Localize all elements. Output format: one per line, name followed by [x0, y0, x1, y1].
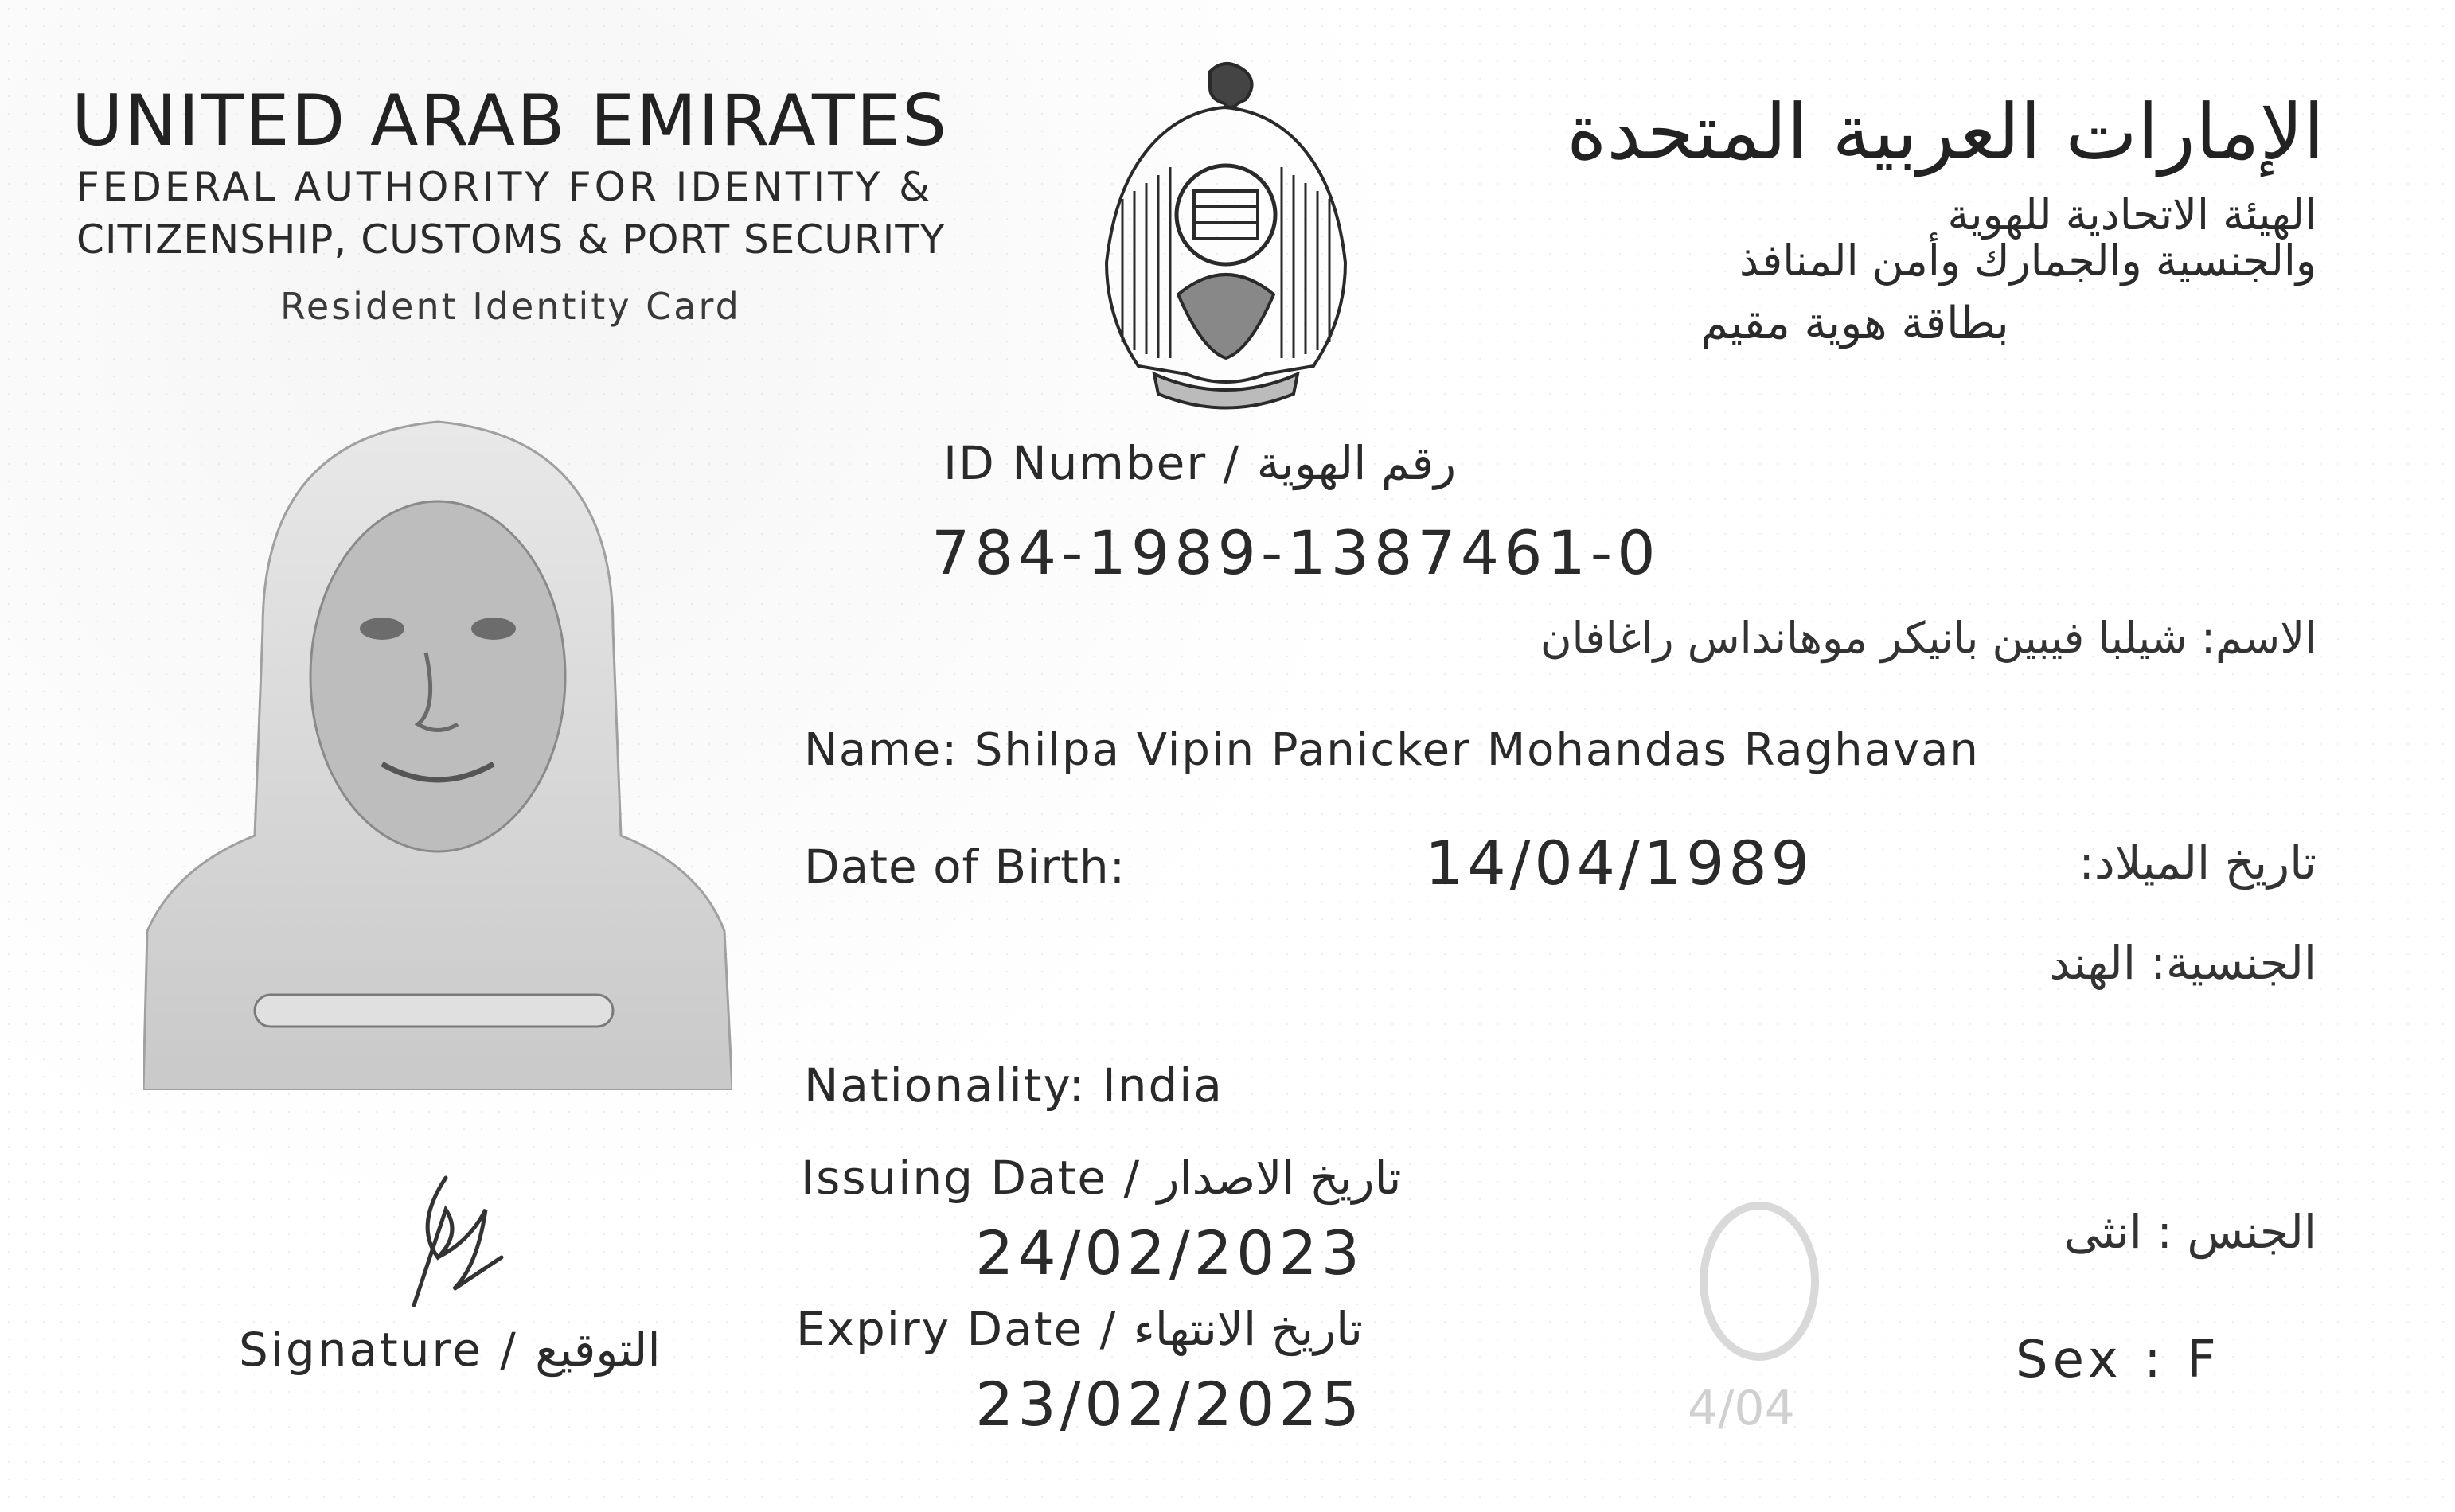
- dob-label: Date of Birth:: [804, 840, 1126, 894]
- nationality-en: Nationality: India: [804, 1058, 1224, 1113]
- expiry-date-value: 23/02/2025: [975, 1369, 1364, 1440]
- issuing-date-value: 24/02/2023: [975, 1218, 1364, 1288]
- watermark-text: 4/04: [1688, 1381, 1795, 1436]
- name-ar: الاسم: شيلبا فيبين بانيكر موهانداس راغافان: [1540, 613, 2316, 663]
- dob-value: 14/04/1989: [1425, 828, 1814, 898]
- country-name-en: UNITED ARAB EMIRATES: [72, 80, 949, 162]
- sex-en: Sex : F: [2016, 1331, 2221, 1389]
- authority-en-line1: FEDERAL AUTHORITY FOR IDENTITY &: [76, 164, 934, 210]
- holder-photo: [143, 390, 732, 1090]
- ghost-watermark: [1672, 1194, 1863, 1448]
- authority-en-line2: CITIZENSHIP, CUSTOMS & PORT SECURITY: [76, 216, 946, 263]
- id-number-value: 784-1989-1387461-0: [931, 517, 1661, 588]
- id-number-label: ID Number / رقم الهوية: [943, 436, 1457, 490]
- country-name-ar: الإمارات العربية المتحدة: [1567, 88, 2324, 177]
- expiry-date-label: Expiry Date / تاريخ الانتهاء: [796, 1302, 1363, 1356]
- signature-mark: [398, 1162, 525, 1321]
- signature-label: Signature / التوقيع: [239, 1323, 661, 1377]
- issuing-date-label: Issuing Date / تاريخ الاصدار: [801, 1151, 1402, 1205]
- card-type-en: Resident Identity Card: [280, 285, 741, 328]
- authority-ar-line1: الهيئة الاتحادية للهوية: [1947, 189, 2316, 240]
- name-en: Name: Shilpa Vipin Panicker Mohandas Raghavan: [804, 724, 1980, 776]
- authority-ar-line2: والجنسية والجمارك وأمن المنافذ: [1739, 236, 2316, 286]
- sex-ar: الجنس : انثى: [2063, 1205, 2316, 1259]
- falcon-emblem-icon: [1091, 56, 1361, 414]
- dob-label-ar: تاريخ الميلاد:: [2078, 836, 2316, 890]
- nationality-ar: الجنسية: الهند: [2049, 936, 2316, 990]
- card-type-ar: بطاقة هوية مقيم: [1700, 298, 2009, 349]
